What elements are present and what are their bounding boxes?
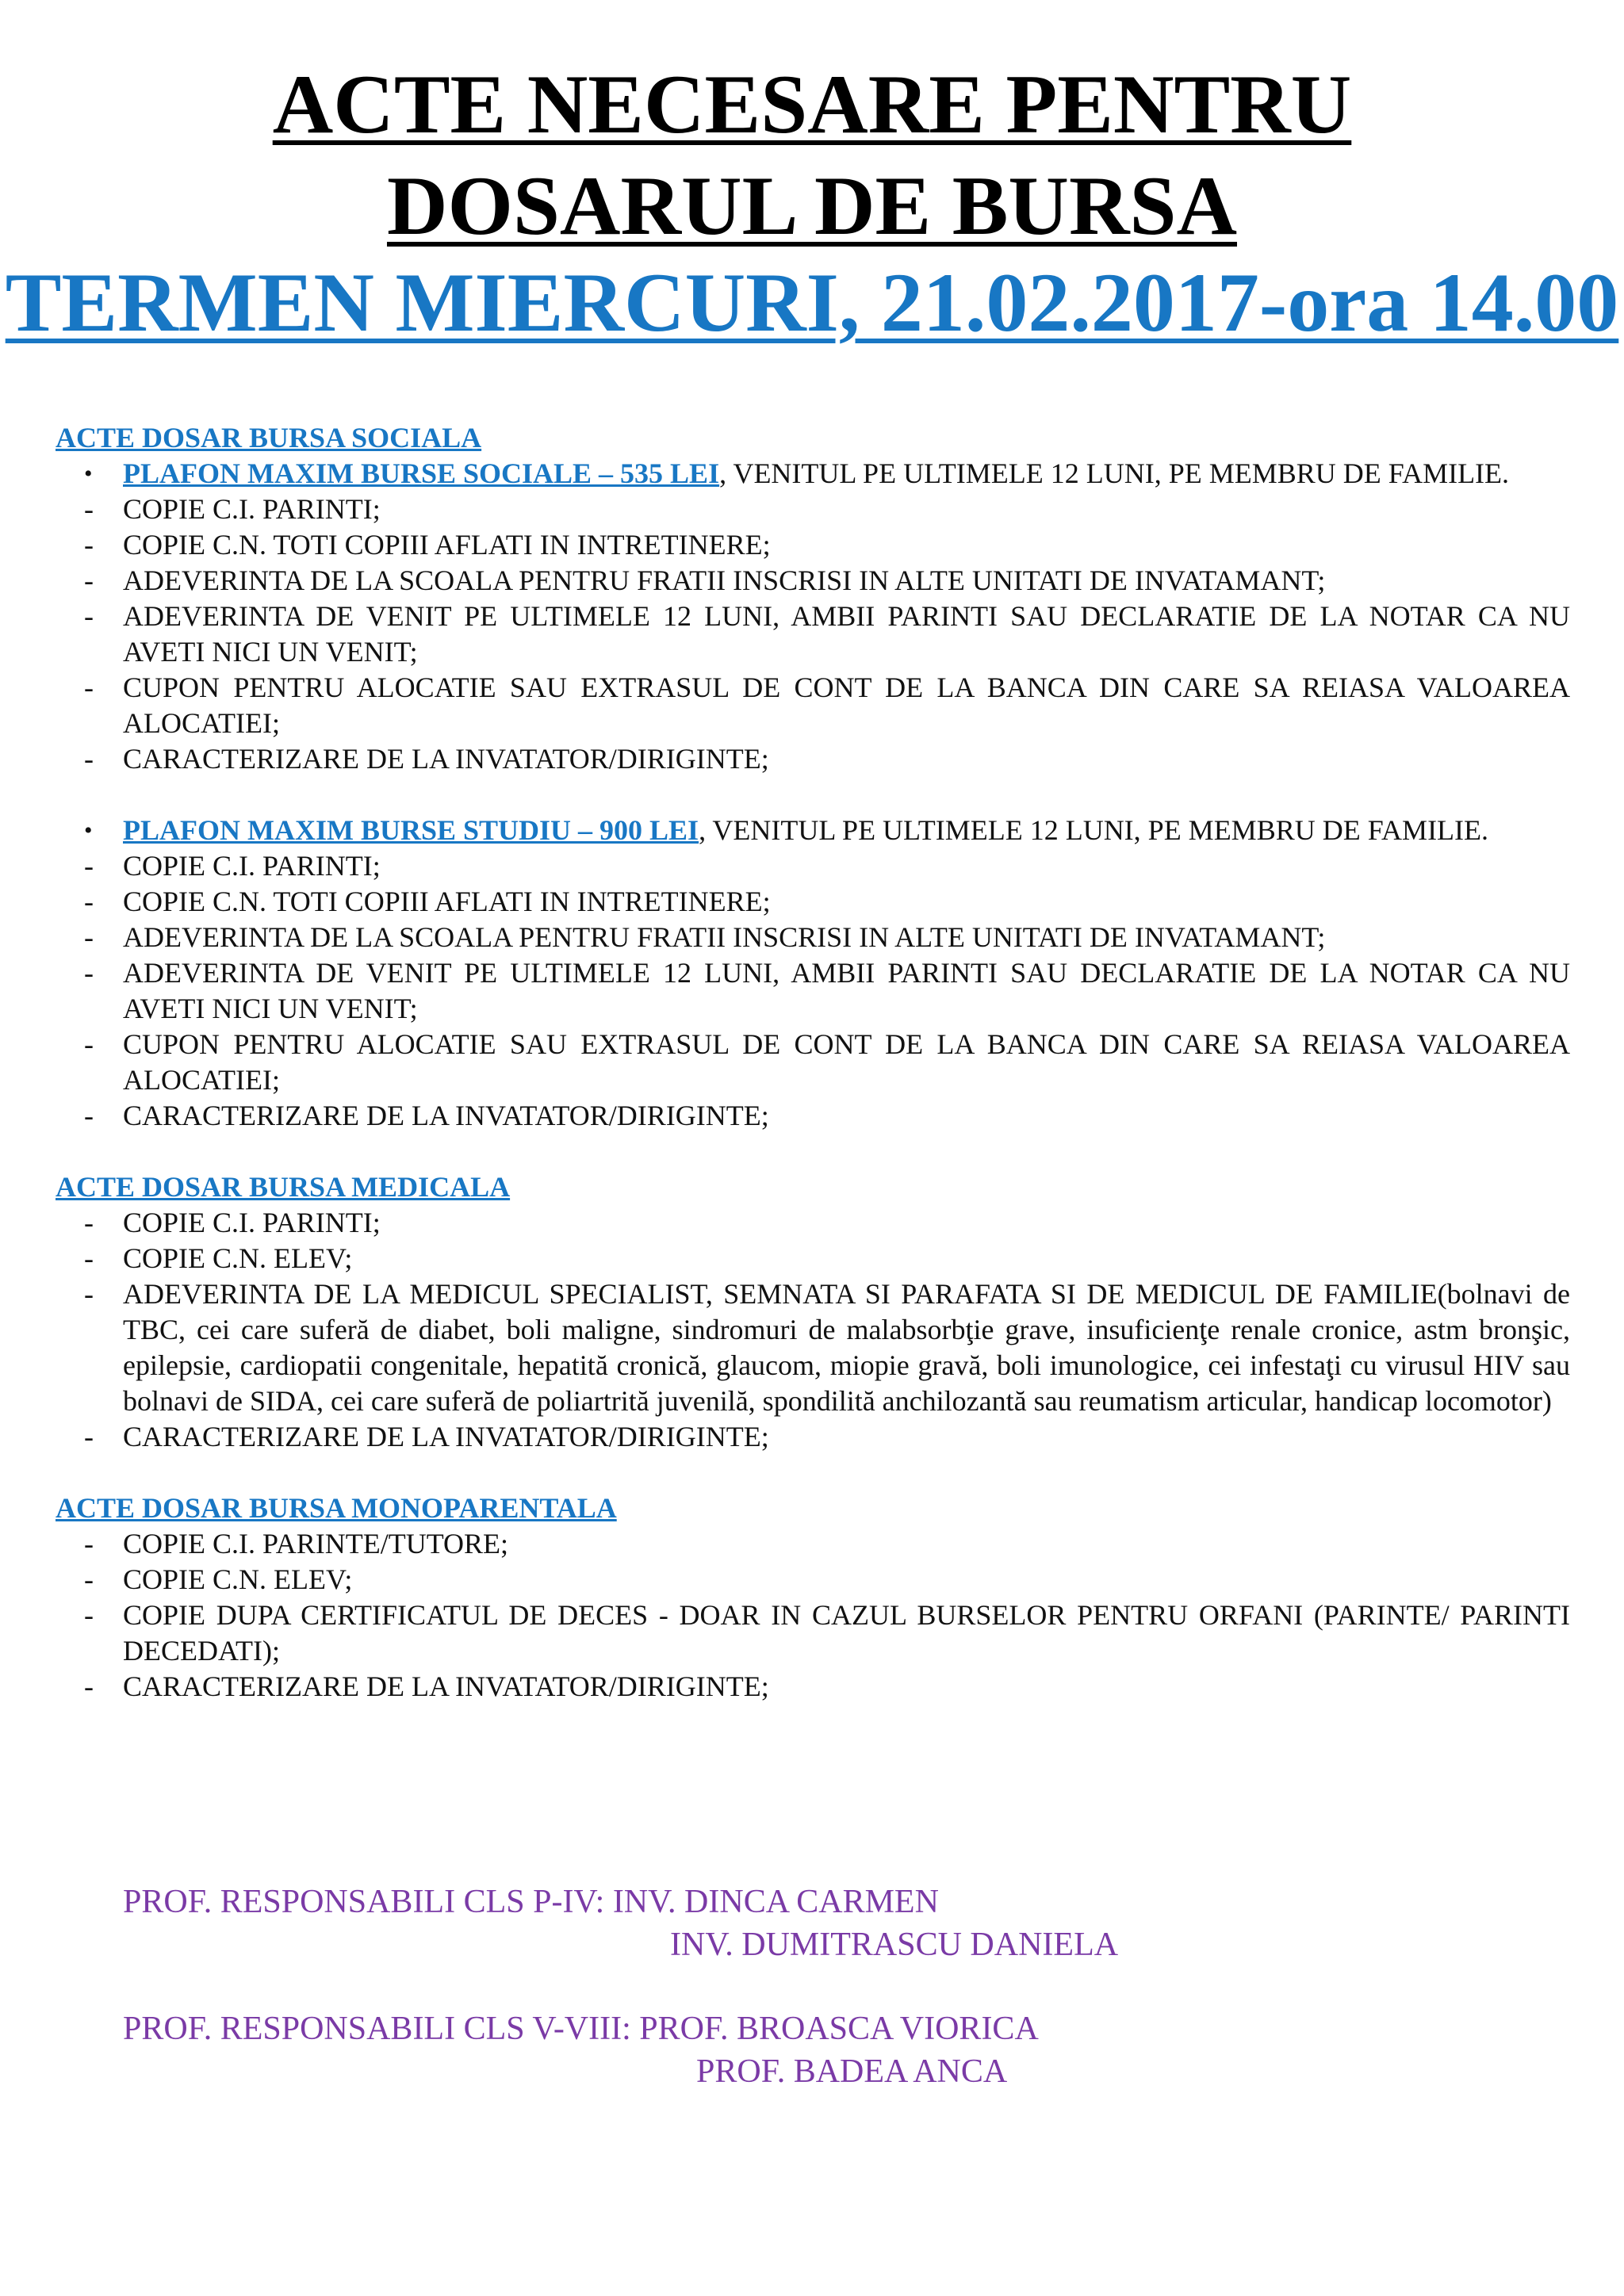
dash-icon: - [84, 743, 94, 775]
list-item-text: CUPON PENTRU ALOCATIE SAU EXTRASUL DE CONT DE LA BANCA DIN CARE SA REIASA VALOAREA ALOCATIEI; [123, 1028, 1570, 1096]
list-item [56, 884, 1570, 920]
dash-icon: - [84, 672, 94, 703]
list-item [56, 955, 1570, 1027]
list-item [56, 599, 1570, 670]
plafon-text-studiu: , VENITUL PE ULTIMELE 12 LUNI, PE MEMBRU DE FAMILIE. [699, 814, 1489, 846]
list-item [56, 1205, 1570, 1241]
plafon-link-studiu[interactable]: PLAFON MAXIM BURSE STUDIU – 900 LEI [123, 814, 699, 846]
dash-icon: - [84, 1278, 94, 1310]
dash-icon: - [84, 886, 94, 917]
list-item-text: ADEVERINTA DE VENIT PE ULTIMELE 12 LUNI, AMBII PARINTI SAU DECLARATIE DE LA NOTAR CA NU AVETI NICI UN VENIT; [123, 957, 1570, 1024]
dash-icon: - [84, 529, 94, 561]
list-item-text: COPIE DUPA CERTIFICATUL DE DECES - DOAR IN CAZUL BURSELOR PENTRU ORFANI (PARINTE/ PARINTI DECEDATI); [123, 1599, 1570, 1667]
plafon-row-sociala [56, 456, 1570, 492]
spacer [56, 777, 1570, 813]
plafon-row-studiu [56, 813, 1570, 848]
list-item [56, 1669, 1570, 1705]
list-item [56, 492, 1570, 527]
dash-icon: - [84, 564, 94, 596]
dash-icon: - [84, 1528, 94, 1559]
dash-icon: - [84, 1207, 94, 1238]
dash-icon: - [84, 957, 94, 989]
plafon-text-sociala: , VENITUL PE ULTIMELE 12 LUNI, PE MEMBRU DE FAMILIE. [719, 457, 1510, 489]
responsabili-v-viii-second: PROF. BADEA ANCA [696, 2053, 1008, 2090]
list-item-text: COPIE C.I. PARINTI; [123, 1207, 381, 1238]
list-item-text: CUPON PENTRU ALOCATIE SAU EXTRASUL DE CONT DE LA BANCA DIN CARE SA REIASA VALOAREA ALOCATIEI; [123, 672, 1570, 739]
title-line-1: ACTE NECESARE PENTRU [272, 58, 1352, 151]
dash-icon: - [84, 921, 94, 953]
list-item [56, 741, 1570, 777]
dash-icon: - [84, 1100, 94, 1131]
list-item [56, 1419, 1570, 1455]
dash-icon: - [84, 1670, 94, 1702]
list-item-text: CARACTERIZARE DE LA INVATATOR/DIRIGINTE; [123, 1421, 769, 1452]
list-item-text: COPIE C.N. TOTI COPIII AFLATI IN INTRETINERE; [123, 886, 771, 917]
list-item [56, 1098, 1570, 1134]
list-item [56, 527, 1570, 563]
list-item-text: CARACTERIZARE DE LA INVATATOR/DIRIGINTE; [123, 1100, 769, 1131]
list-item-text: COPIE C.N. TOTI COPIII AFLATI IN INTRETINERE; [123, 529, 771, 561]
section-heading-monoparentala: ACTE DOSAR BURSA MONOPARENTALA [56, 1492, 617, 1524]
dash-icon: - [84, 1028, 94, 1060]
dash-icon: - [84, 1563, 94, 1595]
responsabili-p-iv-second: INV. DUMITRASCU DANIELA [670, 1927, 1119, 1963]
list-item-text: COPIE C.I. PARINTE/TUTORE; [123, 1528, 509, 1559]
section-heading-medicala: ACTE DOSAR BURSA MEDICALA [56, 1171, 511, 1203]
dash-icon: - [84, 1421, 94, 1452]
dash-icon: - [84, 600, 94, 632]
dash-icon: - [84, 493, 94, 525]
list-item [56, 1562, 1570, 1598]
list-item [56, 1241, 1570, 1276]
list-item-text: CARACTERIZARE DE LA INVATATOR/DIRIGINTE; [123, 743, 769, 775]
deadline-title: TERMEN MIERCURI, 21.02.2017-ora 14.00 [5, 256, 1619, 349]
list-item-text: COPIE C.N. ELEV; [123, 1563, 353, 1595]
section-heading-sociala: ACTE DOSAR BURSA SOCIALA [56, 422, 482, 453]
list-item [56, 1526, 1570, 1562]
responsabili-p-iv: PROF. RESPONSABILI CLS P-IV: INV. DINCA CARMEN [123, 1884, 939, 1920]
dash-icon: - [84, 850, 94, 882]
responsabili-v-viii: PROF. RESPONSABILI CLS V-VIII: PROF. BROASCA VIORICA [123, 2011, 1039, 2047]
list-item [56, 670, 1570, 741]
list-item-text: ADEVERINTA DE VENIT PE ULTIMELE 12 LUNI, AMBII PARINTI SAU DECLARATIE DE LA NOTAR CA NU AVETI NICI UN VENIT; [123, 600, 1570, 668]
spacer [56, 1134, 1570, 1169]
list-item [56, 563, 1570, 599]
list-item [56, 848, 1570, 884]
list-item-text: ADEVERINTA DE LA SCOALA PENTRU FRATII INSCRISI IN ALTE UNITATI DE INVATAMANT; [123, 921, 1326, 953]
document-body [56, 420, 1570, 1705]
list-item [56, 1598, 1570, 1669]
bullet-icon: • [84, 817, 93, 844]
list-item-text: ADEVERINTA DE LA SCOALA PENTRU FRATII INSCRISI IN ALTE UNITATI DE INVATAMANT; [123, 564, 1326, 596]
list-item-text: CARACTERIZARE DE LA INVATATOR/DIRIGINTE; [123, 1670, 769, 1702]
list-item [56, 1276, 1570, 1419]
list-item-text: COPIE C.I. PARINTI; [123, 493, 381, 525]
list-item-text: COPIE C.I. PARINTI; [123, 850, 381, 882]
list-item-text: COPIE C.N. ELEV; [123, 1242, 353, 1274]
list-item-text: ADEVERINTA DE LA MEDICUL SPECIALIST, SEMNATA SI PARAFATA SI DE MEDICUL DE FAMILIE(bolnavi de TBC, cei care suferă de diabet, boli maligne, sindromuri de malabsorbţie grave, insuficienţe renale cronice, astm bronşic, epilepsie, cardiopatii congenitale, hepatită cronică, glaucom, miopie gravă, boli imunologice, cei infestaţi cu virusul HIV sau bolnavi de SIDA, cei care suferă de poliartrită juvenilă, spondilită anchilozantă sau reumatism articular, handicap locomotor) [123, 1278, 1570, 1417]
title-line-2: DOSARUL DE BURSA [386, 159, 1237, 252]
plafon-link-sociala[interactable]: PLAFON MAXIM BURSE SOCIALE – 535 LEI [123, 457, 720, 489]
list-item [56, 920, 1570, 955]
spacer [56, 1455, 1570, 1490]
list-item [56, 1027, 1570, 1098]
dash-icon: - [84, 1599, 94, 1631]
dash-icon: - [84, 1242, 94, 1274]
bullet-icon: • [84, 461, 93, 487]
